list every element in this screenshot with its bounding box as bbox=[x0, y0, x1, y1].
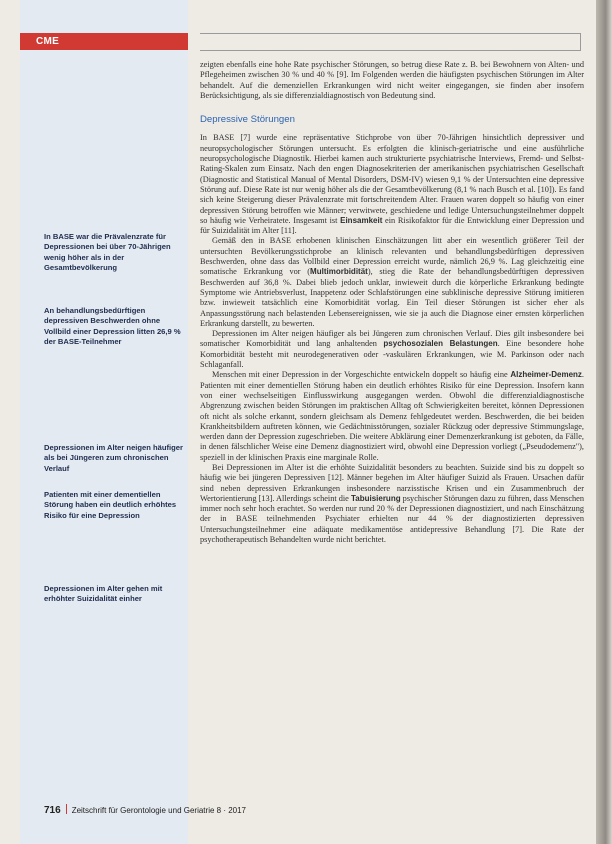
intro-paragraph: zeigten ebenfalls eine hohe Rate psychischer Störungen, so betrug diese Rate z. B. bei Bewohnern von Alten- und Pflegeheimen zwischen 30 % und 40 % [9]. Im Folgenden werden die häufigsten psychischen Störungen im Alter behandelt. Auf die demenziellen Erkrankungen wird nicht weiter eingegangen, sie finden aber insofern Berücksichtigung, als sie differenzialdiagnostisch von Bedeutung sind. bbox=[200, 60, 584, 100]
text-run: Gemäß den in BASE erhobenen klinischen Einschätzungen litt aber ein wesentlich größerer Teil der untersuchten Bevölkerungsstichprobe an klinisch relevanten und behandlungsbedürftigen depressiven Beschwerden, ohne dass das Vollbild einer Depression erreicht wurde, nämlich 26,9 %. Lag gleichzeitig eine somatische Erkrankung vor ( bbox=[200, 236, 584, 277]
cme-section-tag: CME bbox=[20, 33, 188, 50]
bold-term: Multimorbidität bbox=[310, 267, 368, 277]
body-paragraph bbox=[200, 463, 584, 545]
body-paragraph bbox=[200, 329, 584, 370]
text-run: ein Risikofaktor für die Entwicklung einer Depression und für Suizidalität im Alter [11]. bbox=[200, 215, 584, 236]
text-run: ), stieg die Rate der behandlungsbedürftigen depressiven Beschwerden auf 36,8 %. Dabei blieb jedoch unklar, inwieweit durch die körperliche Erkrankung bedingte Symptome wie Antriebsverlust, Inappetenz oder Schlafstörungen eine subklinische depressive Störung imitieren bzw. inwieweit tatsächlich eine Komorbidität vorlag. Ein Teil dieser Störungen ist sicher eher als Anpassungsstörung nach belastenden Lebensereignissen, wie sie ja auch die Diagnose einer ernsten körperlichen Erkrankung darstellt, zu bewerten. bbox=[200, 267, 584, 328]
margin-note-suicidality: Depressionen im Alter gehen mit erhöhter Suizidalität einher bbox=[44, 584, 163, 604]
page-footer bbox=[44, 804, 246, 816]
book-spine-shadow bbox=[596, 0, 612, 844]
body-paragraph bbox=[200, 370, 584, 463]
text-run: In BASE [7] wurde eine repräsentative Stichprobe von über 70-Jährigen hinsichtlich depressiver und neuropsychologischer Störungen untersucht. Es erfolgten die klinisch-geriatrische und eine ausführliche neuropsychologische Diagnostik. Hierbei kamen auch strukturierte psychiatrische Interviews, Fremd- und Selbst-Rating-Skalen zum Einsatz. Nach den engen Diagnosekriterien der amerikanischen psychiatrischen Gesellschaft (Diagnostic and Statistical Manual of Mental Disorders, DSM-IV) wiesen 9,1 % der Untersuchten eine depressive Störung auf. Diese Rate ist nur wenig höher als die der Gesamtbevölkerung (8,1 % nach Busch et al. [10]). Es fand sich keine Steigerung dieser Prävalenzrate mit fortschreitendem Alter. Frauen waren doppelt so häufig von einer depressiven Störung betroffen wie Männer; verwitwete, geschiedene und ledige Untersuchungsteilnehmer doppelt so häufig wie Verheiratete. Insgesamt ist bbox=[200, 133, 584, 225]
bold-term: Tabuisierung bbox=[350, 493, 401, 503]
article-body bbox=[200, 60, 584, 545]
bold-term: Alzheimer-Demenz bbox=[510, 370, 582, 380]
text-run: . Eine besondere hohe Komorbidität besteht mit neurodegenerativen oder -vaskulären Erkrankungen, wie M. Parkinson oder nach Schlaganfall. bbox=[200, 339, 584, 370]
margin-note-dementia-risk: Patienten mit einer dementiellen Störung haben ein deutlich erhöhtes Risiko für eine Depression bbox=[44, 490, 177, 520]
margin-note-subclinical: An behandlungsbedürftigen depressiven Beschwerden ohne Vollbild einer Depression litten 26,9 % der BASE-Teilnehmer bbox=[44, 306, 181, 347]
body-paragraph bbox=[200, 133, 584, 236]
bold-term: Einsamkeit bbox=[340, 215, 383, 225]
text-run: Bei Depressionen im Alter ist die erhöhte Suizidalität besonders zu beachten. Suizide sind bis zu doppelt so häufig wie bei jüngeren Depressiven [12]. Männer begehen im Alter häufiger Suizid als Frauen. Ursachen dafür sind neben depressiven Erkrankungen insbesondere narzisstische Krisen und ein Zusammenbruch der Wertorientierung [13]. Allerdings scheint die bbox=[200, 462, 584, 503]
bold-term: psychosozialen Belastungen bbox=[383, 339, 498, 349]
text-run: . Patienten mit einer dementiellen Störung haben ein deutlich erhöhtes Risiko für eine Depression. Insofern kann von einer wechselseitigen Einflusswirkung ausgegangen werden. Obwohl die differenzialdiagnostische Abgrenzung zwischen beiden Störungen im praktischen Alltag oft Schwierigkeiten bereitet, können Depressionen oft nicht als solche erkannt, sondern gleichsam als Demenz fehlgedeutet werden. Beschwerden, die bei beiden Krankheitsbildern auftreten können, wie Gedächtnisstörungen, sozialer Rückzug oder depressive Stimmungslage, werden dann der Depression zugeschrieben. Die weitere Abklärung einer Demenzerkrankung ist geboten, da Fälle, in denen fälschlicher Weise eine Demenz diagnostiziert wird, obwohl eine Depression vorliegt („Pseudodemenz"), speziell in der klinischen Praxis eine marginale Rolle. bbox=[200, 370, 584, 462]
margin-note-prevalence: In BASE war die Prävalenzrate für Depressionen bei über 70-Jährigen wenig höher als in der Gesamtbevölkerung bbox=[44, 232, 171, 273]
margin-column bbox=[20, 0, 188, 844]
section-heading: Depressive Störungen bbox=[200, 114, 295, 126]
text-run: psychischer Störungen dazu zu führen, dass Menschen immer noch sehr hoch erachtet. So werden nur rund 20 % der Depressionen diagnostiziert, und nach Einschätzung der in BASE teilnehmenden Psychiater erhielten nur 44 % der diagnostizierten depressiven Untersuchungsteilnehmer eine adäquate medikamentöse antidepressive Behandlung [7]. Die Rate der psychotherapeutisch Behandelten wurde nicht berichtet. bbox=[200, 493, 584, 545]
text-run: Depressionen im Alter neigen häufiger als bei Jüngeren zum chronischen Verlauf. Dies gilt insbesondere bei somatischer Komorbidität und lang anhaltenden bbox=[200, 329, 584, 349]
body-paragraph bbox=[200, 236, 584, 329]
text-run: Menschen mit einer Depression in der Vorgeschichte entwickeln doppelt so häufig eine bbox=[212, 370, 508, 380]
header-rule-box bbox=[200, 33, 581, 51]
footer-divider bbox=[66, 804, 67, 814]
margin-note-chronic-course: Depressionen im Alter neigen häufiger als bei Jüngeren zum chronischen Verlauf bbox=[44, 443, 183, 473]
page-number: 716 bbox=[44, 805, 61, 816]
journal-citation: Zeitschrift für Gerontologie und Geriatrie 8 · 2017 bbox=[71, 806, 246, 815]
